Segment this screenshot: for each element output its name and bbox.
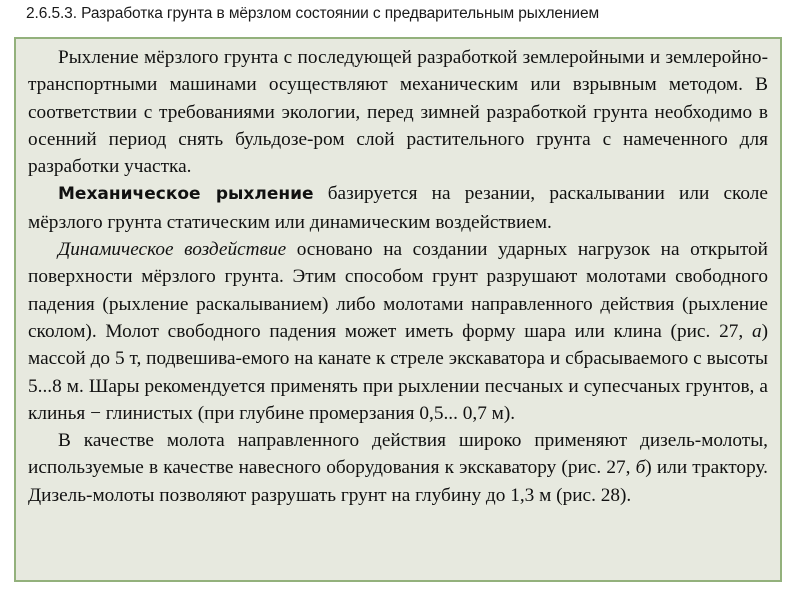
paragraph-intro-text: Рыхление мёрзлого грунта с последующей разработкой землеройными и землеройно-транспортными машинами осуществляют механическим или взрывным методом. В соответствии с требованиями экологии, перед зимней разработкой грунта необходимо в осенний период снять бульдозе-ром слой растительного грунта с намеченного для разработки участка. <box>28 47 768 178</box>
term-mechanical-loosening: Механическое рыхление <box>58 184 314 205</box>
paragraph-intro <box>28 44 768 180</box>
paragraph-diesel-text-2: ) или трактору. Дизель-молоты позволяют разрушать грунт на глубину до 1,3 м (рис. 28). <box>28 457 768 506</box>
paragraph-dynamic-text-2: ) массой до 5 т, подвешива-емого на канате к стреле экскаватора и сбрасываемого с высоты 5...8 м. Шары рекомендуется применять при рыхлении песчаных и супесчаных грунтов, а клинья − глинистых (при глубине промерзания 0,5... 0,7 м). <box>28 320 768 424</box>
paragraph-dynamic <box>28 236 768 427</box>
section-title: 2.6.5.3. Разработка грунта в мёрзлом состоянии с предварительным рыхлением <box>26 5 600 22</box>
figure-ref-b: б <box>635 457 646 479</box>
paragraph-diesel-text-1: В качестве молота направленного действия широко применяют дизель-молоты, используемые в качестве навесного оборудования к экскаватору (рис. 27, <box>28 430 768 479</box>
figure-ref-a: а <box>751 320 762 342</box>
term-dynamic-impact: Динамическое воздействие <box>58 239 287 261</box>
text-panel <box>14 37 782 582</box>
paragraph-diesel-hammer <box>28 427 768 509</box>
paragraph-mechanical-text: базируется на резании, раскалывании или сколе мёрзлого грунта статическим или динамическим воздействием. <box>28 183 768 233</box>
paragraph-dynamic-text-1: основано на создании ударных нагрузок на открытой поверхности мёрзлого грунта. Этим способом грунт разрушают молотами свободного падения (рыхление раскалыванием) либо молотами направленного действия (рыхление сколом). Молот свободного падения может иметь форму шара или клина (рис. 27, <box>28 239 769 342</box>
paragraph-mechanical <box>28 180 768 236</box>
